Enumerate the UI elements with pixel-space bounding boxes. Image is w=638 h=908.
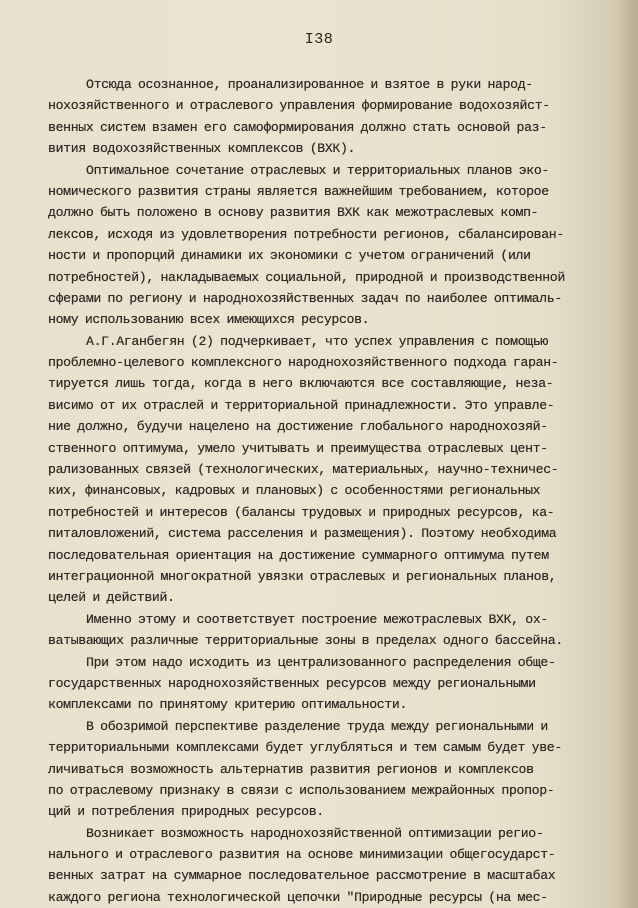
text-line: сферами по региону и народнохозяйственных задач по наиболее оптималь- — [48, 290, 562, 306]
text-line: ному использованию всех имеющихся ресурсов. — [48, 312, 370, 328]
text-line: последовательная ориентация на достижение суммарного оптимума путем — [48, 547, 549, 563]
text-line: ние должно, будучи нацелено на достижение глобального народнохозяй- — [48, 419, 548, 435]
body-text — [48, 74, 608, 908]
paragraph-first-line: А.Г.Аганбегян (2) подчеркивает, что успех управления с помощью — [86, 333, 548, 349]
text-line: лексов, исходя из удовлетворения потребности регионов, сбалансирован- — [48, 226, 564, 242]
paragraph-first-line: В обозримой перспективе разделение труда между региональными и — [86, 718, 548, 734]
text-line: нального и отраслевого развития на основе минимизации общегосударст- — [48, 847, 556, 863]
paragraph-first-line: Именно этому и соответствует построение межотраслевых ВХК, ох- — [86, 611, 548, 627]
text-line: вития водохозяйственных комплексов (ВХК). — [48, 141, 356, 157]
text-line: венных систем взамен его самоформирования должно стать основой раз- — [48, 119, 547, 135]
paragraph-first-line: Возникает возможность народнохозяйственной оптимизации регио- — [86, 825, 544, 841]
paragraph-first-line: Оптимальное сочетание отраслевых и территориальных планов эко- — [86, 162, 549, 178]
text-line: интеграционной многократной увязки отраслевых и региональных планов, — [48, 568, 557, 584]
text-line: ций и потребления природных ресурсов. — [48, 804, 324, 820]
text-line: питаловложений, система расселения и размещения). Поэтому необходима — [48, 526, 557, 542]
text-line: государственных народнохозяйственных ресурсов между региональными — [48, 675, 536, 691]
text-line: венных затрат на суммарное последовательное рассмотрение в масштабах — [48, 868, 556, 884]
text-line: номического развития страны является важнейшим требованием, которое — [48, 183, 549, 199]
text-line: ственного оптимума, умело учитывать и преимущества отраслевых цент- — [48, 440, 548, 456]
text-line: каждого региона технологической цепочки "Природные ресурсы (на мес- — [48, 889, 548, 905]
text-line: должно быть положено в основу развития ВХК как межотраслевых комп- — [48, 205, 539, 221]
text-line: рализованных связей (технологических, материальных, научно-техничес- — [48, 462, 559, 478]
text-line: территориальными комплексами будет углубляться и тем самым будет уве- — [48, 740, 562, 756]
text-line: ких, финансовых, кадровых и плановых) с особенностями региональных — [48, 483, 541, 499]
text-line: комплексами по принятому критерию оптимальности. — [48, 697, 408, 713]
text-line: по отраслевому признаку в связи с использованием межрайонных пропор- — [48, 782, 555, 798]
text-line: ности и пропорций динамики их экономики с учетом ограничений (или — [48, 248, 531, 264]
text-line: потребностей и интересов (балансы трудовых и природных ресурсов, ка- — [48, 504, 555, 520]
text-line: целей и действий. — [48, 590, 175, 606]
text-line: личиваться возможность альтернатив развития регионов и комплексов — [48, 761, 534, 777]
text-line: тируется лишь тогда, когда в него включаются все составляющие, неза- — [48, 376, 554, 392]
text-line: ватывающих различные территориальные зоны в пределах одного бассейна. — [48, 633, 563, 649]
text-line: потребностей), накладываемых социальной, природной и производственной — [48, 269, 565, 285]
text-line: нохозяйственного и отраслевого управления формирование водохозяйст- — [48, 98, 550, 114]
paragraph-first-line: При этом надо исходить из централизованного распределения обще- — [86, 654, 556, 670]
page-number: I38 — [304, 31, 334, 48]
text-line: висимо от их отраслей и территориальной принадлежности. Это управле- — [48, 397, 555, 413]
paragraph-first-line: Отсюда осознанное, проанализированное и взятое в руки народ- — [86, 77, 533, 92]
text-line: проблемно-целевого комплексного народнохозяйственного подхода гаран- — [48, 355, 559, 371]
